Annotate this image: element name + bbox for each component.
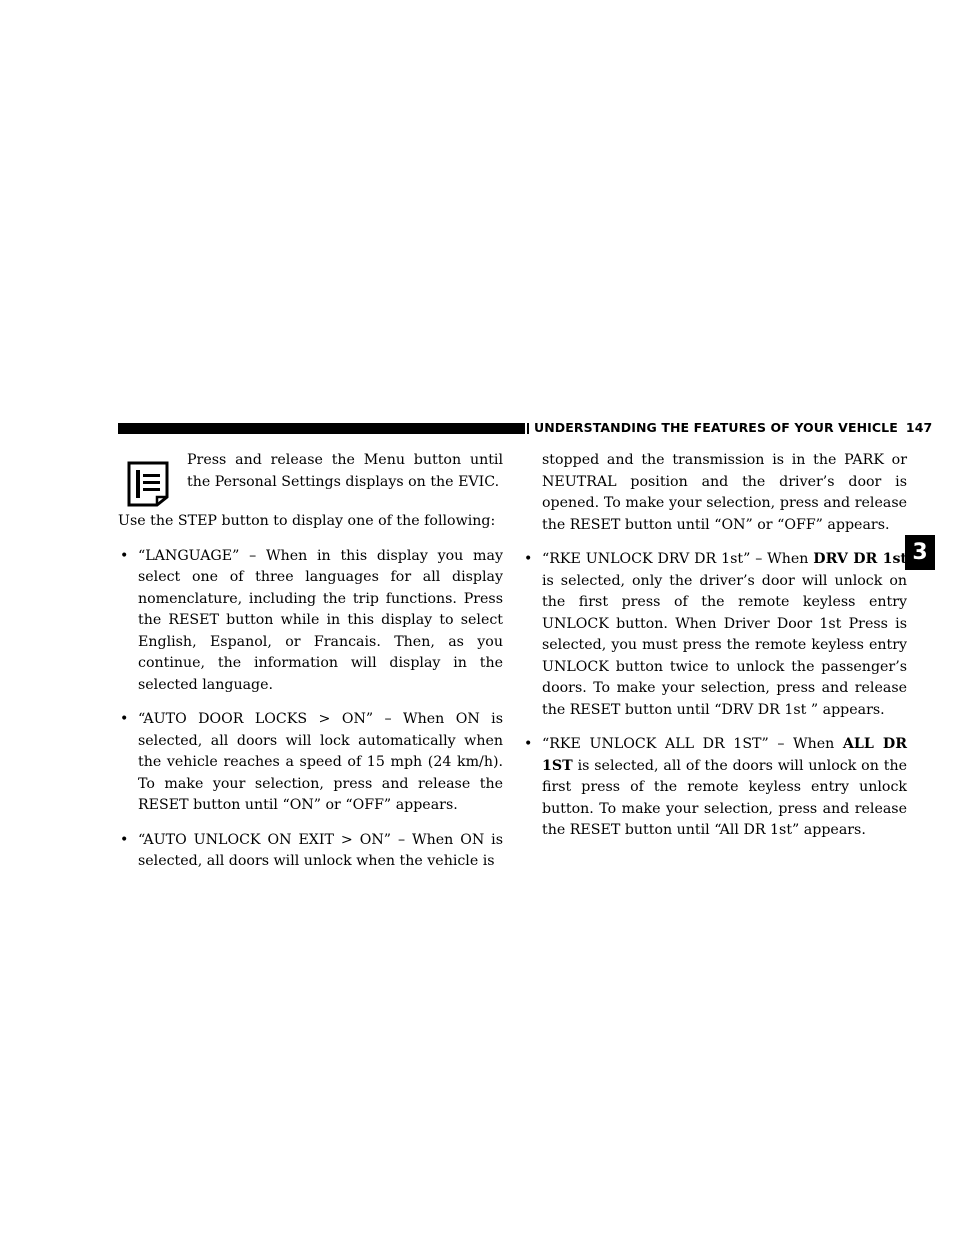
chapter-tab: 3 <box>905 535 935 570</box>
list-item-text-rest: is selected, all of the doors will unlock on the first press of the remote keyless entry unlock button. To make your selection, press and release the RESET button until “All DR 1st” appears. <box>542 757 907 838</box>
page-number: 147 <box>905 420 933 435</box>
list-item-text-lead: “RKE UNLOCK ALL DR 1ST” – When <box>542 736 843 752</box>
bullet: • <box>524 736 533 752</box>
left-column <box>118 450 503 873</box>
header-rule-divider <box>527 423 529 434</box>
list-item-bold-term: ALL DR 1ST <box>542 736 908 774</box>
bullet: • <box>120 831 129 848</box>
list-item-rke-unlock-all <box>522 734 907 842</box>
intro-paragraph: Use the STEP button to display one of the following: <box>118 513 496 529</box>
list-item-auto-unlock <box>118 830 503 873</box>
list-item-language <box>118 546 503 697</box>
list-item-text: “AUTO UNLOCK ON EXIT > ON” – When ON is selected, all doors will unlock when the vehicle is <box>138 831 503 869</box>
settings-list-right <box>522 549 907 842</box>
note-text: Press and release the Menu button until the Personal Settings displays on the EVIC. <box>187 452 503 490</box>
right-column <box>522 450 907 842</box>
continued-text: stopped and the transmission is in the PARK or NEUTRAL position and the driver’s door is opened. To make your selection, press and release the RESET button until “ON” or “OFF” appears. <box>542 452 907 533</box>
list-item-text: “AUTO DOOR LOCKS > ON” – When ON is selected, all doors will lock automatically when the vehicle reaches a speed of 15 mph (24 km/h). To make your selection, press and release the RESET button until “ON” or “OFF” appears. <box>138 711 503 813</box>
list-item-auto-door-locks <box>118 709 503 817</box>
bullet: • <box>120 547 129 564</box>
list-item-bold-term: DRV DR 1st <box>813 551 907 567</box>
settings-list-left <box>118 546 503 873</box>
bullet: • <box>524 551 533 567</box>
list-item-text-lead: “RKE UNLOCK DRV DR 1st” – When <box>542 551 814 567</box>
running-header <box>534 420 933 436</box>
header-rule <box>118 423 525 434</box>
list-item-text-rest: is selected, only the driver’s door will unlock on the first press of the remote keyless entry UNLOCK button. When Driver Door 1st Press is selected, you must press the remote keyless entry UNLOCK button twice to unlock the passenger’s doors. To make your selection, press and release the RESET button until “DRV DR 1st ” appears. <box>542 572 907 718</box>
list-item-rke-unlock-drv <box>522 549 907 721</box>
bullet: • <box>120 711 129 727</box>
list-item-text: “LANGUAGE” – When in this display you may select one of three languages for all display nomenclature, including the trip functions. Press the RESET button while in this display to select English, Espanol, or Francais. Then, as you continue, the information will display in the selected language. <box>138 547 503 693</box>
header-title: UNDERSTANDING THE FEATURES OF YOUR VEHICLE <box>534 420 898 435</box>
